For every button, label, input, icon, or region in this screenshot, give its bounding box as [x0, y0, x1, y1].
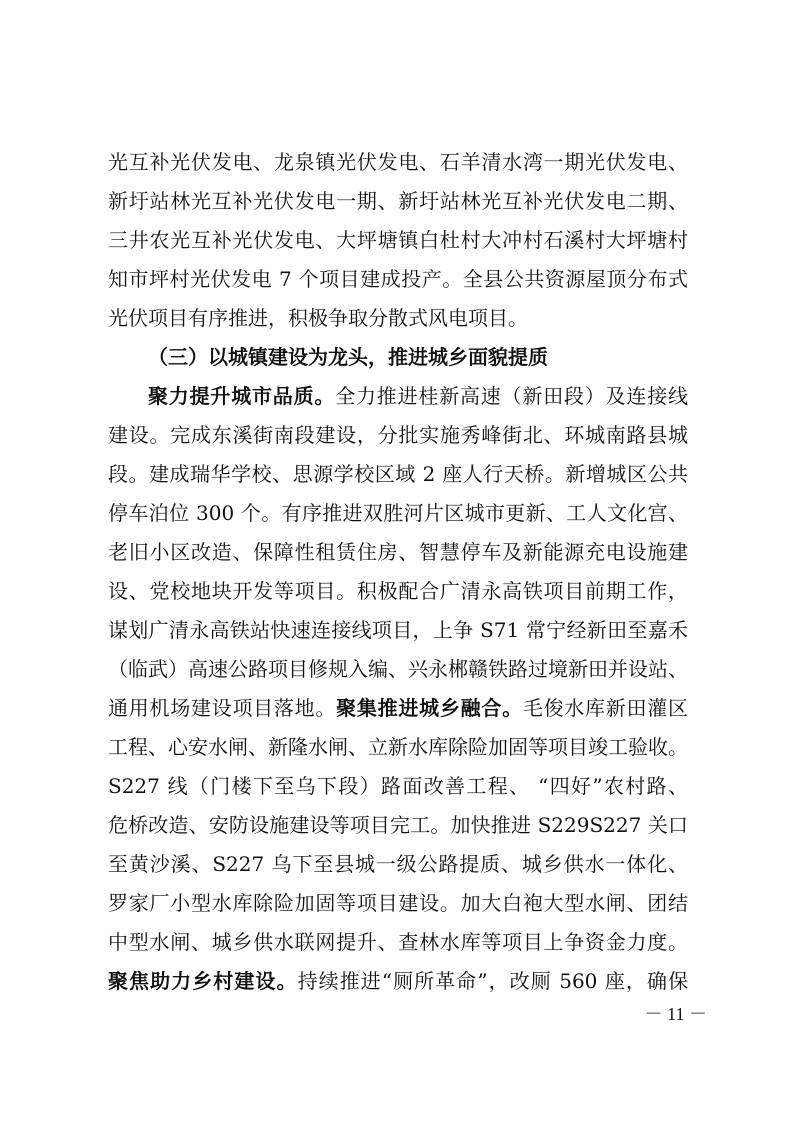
text-line: 新圩站林光互补光伏发电一期、新圩站林光互补光伏发电二期、: [108, 189, 688, 213]
text-line: 工程、心安水闸、新隆水闸、立新水库除险加固等项目竣工验收。: [108, 735, 688, 759]
text-line: 三井农光互补光伏发电、大坪塘镇白杜村大冲村石溪村大坪塘村: [108, 228, 688, 252]
text-line: 危桥改造、安防设施建设等项目完工。加快推进 S229S227 关口: [108, 813, 688, 837]
text-line: 光互补光伏发电、龙泉镇光伏发电、石羊清水湾一期光伏发电、: [108, 150, 688, 174]
text-line: [108, 689, 688, 728]
text-line: 设、党校地块开发等项目。积极配合广清永高铁项目前期工作，: [108, 579, 688, 603]
bold-lead: 聚集推进城乡融合。: [336, 696, 523, 720]
text-line: 段。建成瑞华学校、思源学校区域 2 座人行天桥。新增城区公共: [108, 462, 688, 486]
text-run: 全力推进桂新高速（新田段）及连接线: [335, 384, 688, 408]
text-line: 罗家厂小型水库除险加固等项目建设。加大白袍大型水闸、团结: [108, 891, 688, 915]
bold-lead: 聚焦助力乡村建设。: [108, 969, 298, 993]
text-line: 谋划广清永高铁站快速连接线项目，上争 S71 常宁经新田至嘉禾: [108, 618, 688, 642]
text-line: 停车泊位 300 个。有序推进双胜河片区城市更新、工人文化宫、: [108, 501, 688, 525]
page-number: － 11 －: [644, 1004, 707, 1024]
text-line: 建设。完成东溪街南段建设，分批实施秀峰街北、环城南路县城: [108, 423, 688, 447]
text-line: （临武）高速公路项目修规入编、兴永郴赣铁路过境新田并设站、: [108, 657, 688, 681]
text-line: S227 线（门楼下至乌下段）路面改善工程、 “四好”农村路、: [108, 774, 688, 798]
text-run: 通用机场建设项目落地。: [108, 696, 337, 720]
text-line: 老旧小区改造、保障性租赁住房、智慧停车及新能源充电设施建: [108, 540, 688, 564]
text-line: 中型水闸、城乡供水联网提升、查林水库等项目上争资金力度。: [108, 930, 688, 954]
text-line: [108, 962, 688, 1001]
section-heading: （三）以城镇建设为龙头，推进城乡面貌提质: [148, 345, 548, 369]
paragraph-first-line: [108, 377, 688, 416]
body-text: [108, 143, 688, 1001]
text-run: 毛俊水库新田灌区: [522, 696, 688, 720]
text-run: 持续推进“厕所革命”，改厕 560 座，确保: [297, 969, 688, 993]
text-line: 光伏项目有序推进，积极争取分散式风电项目。: [108, 306, 528, 330]
text-line: 知市坪村光伏发电 7 个项目建成投产。全县公共资源屋顶分布式: [108, 267, 688, 291]
bold-lead: 聚力提升城市品质。: [148, 384, 336, 408]
text-line: 至黄沙溪、S227 乌下至县城一级公路提质、城乡供水一体化、: [108, 852, 688, 876]
